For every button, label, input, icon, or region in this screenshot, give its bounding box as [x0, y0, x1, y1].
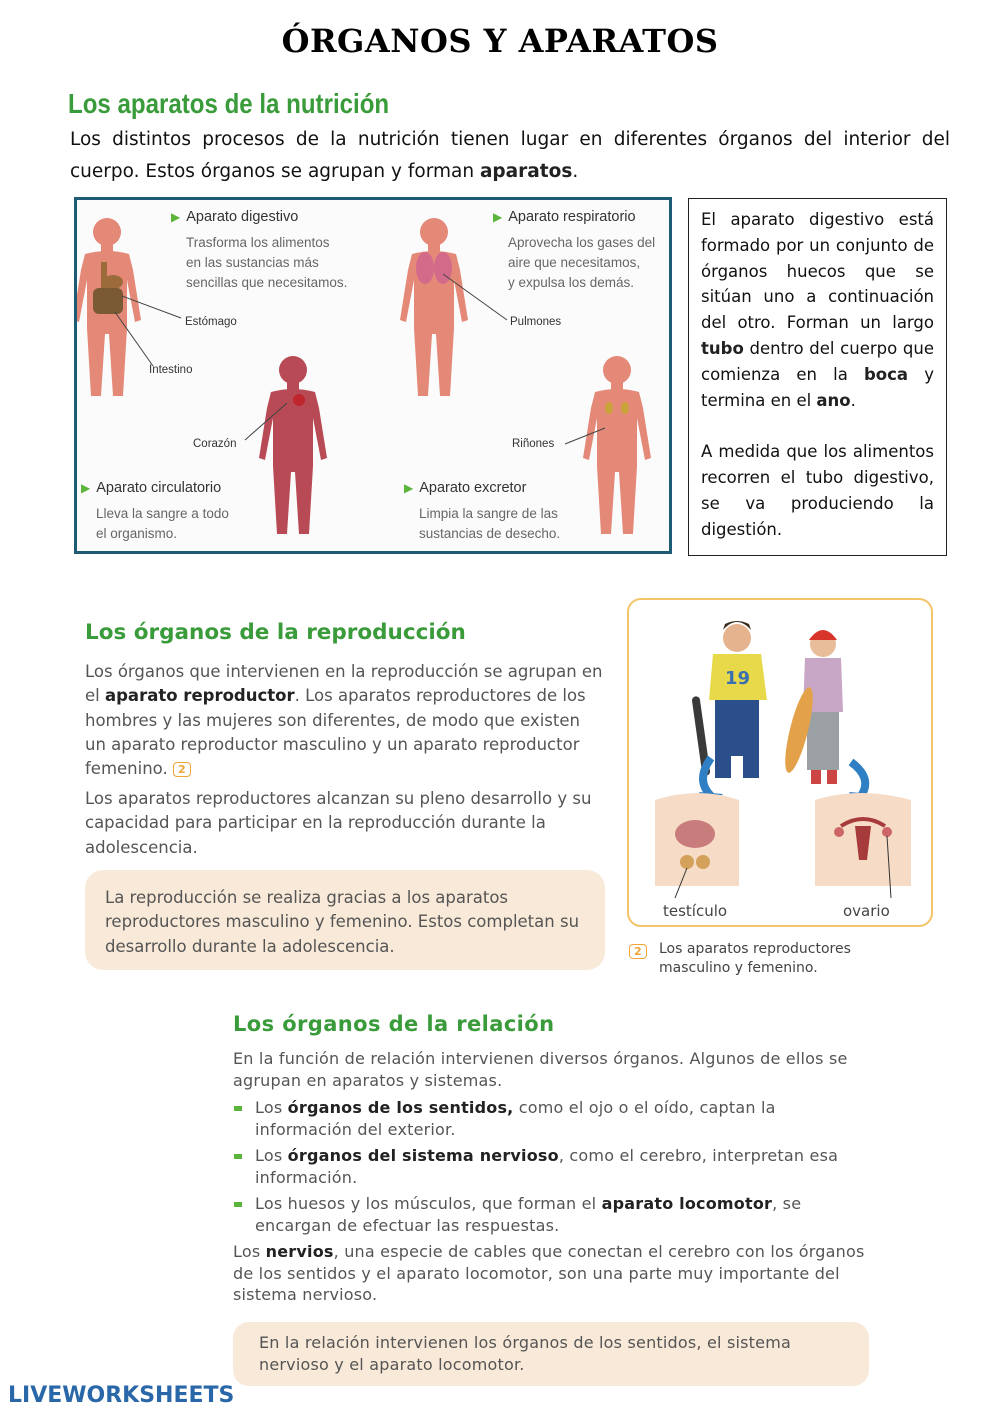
list-item: Los órganos del sistema nervioso, como el cerebro, interpretan esa información. [233, 1145, 873, 1188]
respiratory-body-figure [400, 218, 468, 396]
digestive-desc: Trasforma los alimentos en las sustancias más sencillas que necesitamos. [186, 235, 348, 290]
boy-figure [691, 621, 767, 778]
excretory-body-figure [583, 356, 651, 534]
nutrition-systems-figure [74, 197, 672, 554]
digestive-title: ▶ Aparato digestivo [171, 209, 299, 225]
respiratory-desc: Aprovecha los gases del aire que necesitamos, y expulsa los demás. [508, 235, 656, 290]
list-item: Los órganos de los sentidos, como el ojo o el oído, captan la información del exterior. [233, 1097, 873, 1140]
triangle-bullet-icon: ▶ [81, 481, 91, 495]
relation-list [233, 1097, 873, 1241]
label-intestino: Intestino [149, 364, 193, 376]
digestive-info-p1: El aparato digestivo está formado por un conjunto de órganos huecos que se sitúan uno a continuación del otro. Forman un largo tubo dentro del cuerpo que comienza en la boca y termina en el ano. [701, 210, 934, 410]
label-testiculo: testículo [663, 902, 728, 920]
excretory-desc: Limpia la sangre de las sustancias de desecho. [419, 506, 561, 541]
triangle-bullet-icon: ▶ [404, 481, 414, 495]
reproductive-figure [627, 598, 933, 927]
digestive-info-box [688, 198, 947, 556]
reproduction-paragraph-1: Los órganos que intervienen en la reproducción se agrupan en el aparato reproductor. Los aparatos reproductores de los hombres y las mujeres son diferentes, de modo que existen un aparato reproductor masculino y un aparato reproductor femenino. 2 [85, 662, 603, 779]
figure-number-badge: 2 [629, 944, 647, 959]
arrow-left-icon [703, 758, 711, 796]
circulatory-desc: Lleva la sangre a todo el organismo. [96, 506, 229, 541]
reproduction-paragraph-2: Los aparatos reproductores alcanzan su pleno desarrollo y su capacidad para participar en la reproducción durante la adolescencia. [85, 789, 592, 857]
circulatory-title: ▶ Aparato circulatorio [81, 480, 222, 496]
nutrition-intro: Los distintos procesos de la nutrición tienen lugar en diferentes órganos del interior del cuerpo. Estos órganos se agrupan y forman aparatos. [70, 129, 950, 182]
triangle-bullet-icon: ▶ [171, 210, 181, 224]
respiratory-title: ▶ Aparato respiratorio [493, 209, 636, 225]
label-rinones: Riñones [512, 438, 555, 450]
reproduction-heading: Los órganos de la reproducción [85, 620, 466, 645]
nutrition-heading: Los aparatos de la nutrición [68, 88, 390, 119]
label-lines [115, 274, 605, 444]
arrow-right-icon [851, 762, 865, 796]
reproductive-illustration [629, 600, 930, 924]
reproduction-summary-box: La reproducción se realiza gracias a los aparatos reproductores masculino y femenino. Estos completan su desarrollo durante la adolescencia. [85, 870, 605, 970]
list-item: Los huesos y los músculos, que forman el aparato locomotor, se encargan de efectuar las respuestas. [233, 1193, 873, 1236]
label-corazon: Corazón [193, 438, 237, 450]
page-title: ÓRGANOS Y APARATOS [281, 22, 719, 60]
excretory-title: ▶ Aparato excretor [404, 480, 527, 496]
figure-reference-badge: 2 [173, 762, 191, 777]
figure-caption-text: Los aparatos reproductores masculino y femenino. [659, 941, 851, 976]
label-ovario: ovario [843, 902, 890, 920]
relation-summary-box: En la relación intervienen los órganos de los sentidos, el sistema nervioso y el aparato locomotor. [233, 1322, 869, 1386]
relation-nerves-paragraph: Los nervios, una especie de cables que conectan el cerebro con los órganos de los sentidos y el aparato locomotor, son una parte muy importante del sistema nervioso. [233, 1242, 865, 1304]
heart [293, 394, 305, 406]
figure-caption [629, 940, 929, 978]
triangle-bullet-icon: ▶ [493, 210, 503, 224]
jersey-number: 19 [725, 668, 751, 689]
label-pulmones: Pulmones [510, 316, 562, 328]
male-organ-diagram [655, 793, 739, 898]
liveworksheets-logo: LIVEWORKSHEETS [8, 1383, 235, 1408]
digestive-info-p2: A medida que los alimentos recorren el tubo digestivo, se va produciendo la digestión. [701, 442, 934, 539]
label-estomago: Estómago [185, 316, 237, 328]
circulatory-body-figure [259, 356, 327, 534]
relation-heading: Los órganos de la relación [233, 1012, 555, 1036]
relation-intro: En la función de relación intervienen diversos órganos. Algunos de ellos se agrupan en aparatos y sistemas. [233, 1049, 848, 1090]
girl-figure [780, 630, 843, 784]
female-organ-diagram [815, 793, 911, 898]
